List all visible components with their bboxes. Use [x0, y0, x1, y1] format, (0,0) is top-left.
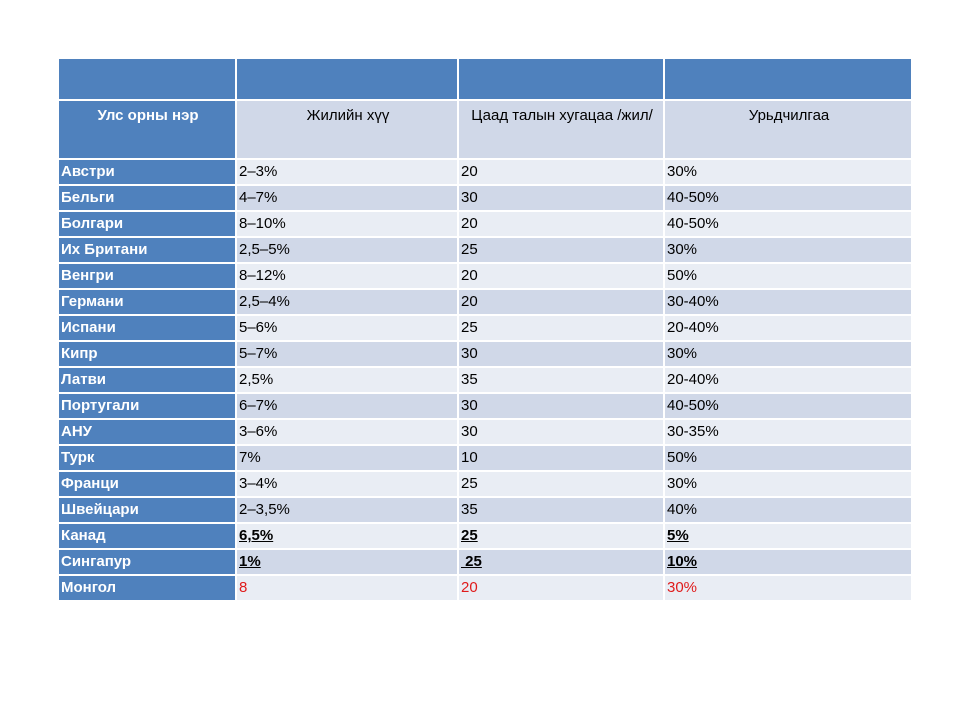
- interest-rate-cell: 3–4%: [236, 471, 458, 497]
- interest-rate-cell: 6–7%: [236, 393, 458, 419]
- table-top-band: [58, 58, 912, 100]
- down-payment-cell: 50%: [664, 445, 912, 471]
- country-cell: Латви: [58, 367, 236, 393]
- table-row: [58, 523, 912, 549]
- interest-rate-cell: 2,5–4%: [236, 289, 458, 315]
- down-payment-cell: [664, 575, 912, 601]
- table-row: [58, 263, 912, 289]
- interest-rate-cell: 5–6%: [236, 315, 458, 341]
- blank-header-cell: [236, 58, 458, 100]
- table-row: [58, 315, 912, 341]
- down-payment-cell: 30%: [664, 471, 912, 497]
- term-years-cell: 30: [458, 419, 664, 445]
- blank-header-cell: [58, 58, 236, 100]
- table-row: [58, 419, 912, 445]
- term-years-cell: 20: [458, 289, 664, 315]
- term-years-cell: 35: [458, 497, 664, 523]
- down-payment-cell: [664, 523, 912, 549]
- table-row: [58, 341, 912, 367]
- country-cell: АНУ: [58, 419, 236, 445]
- term-years-cell: 30: [458, 341, 664, 367]
- header-interest-rate: Жилийн хүү: [236, 100, 458, 159]
- mortgage-comparison-table: [57, 57, 913, 602]
- down-payment-cell: 20-40%: [664, 367, 912, 393]
- country-cell: Венгри: [58, 263, 236, 289]
- term-years-cell: [458, 549, 664, 575]
- table-body: [58, 159, 912, 601]
- interest-rate-cell: [236, 523, 458, 549]
- down-payment-cell: 40%: [664, 497, 912, 523]
- interest-rate-cell: 2,5%: [236, 367, 458, 393]
- interest-rate-cell: 4–7%: [236, 185, 458, 211]
- interest-rate-cell-text: 6,5%: [239, 527, 274, 544]
- interest-rate-cell: 7%: [236, 445, 458, 471]
- interest-rate-cell: [236, 549, 458, 575]
- term-years-cell: 10: [458, 445, 664, 471]
- down-payment-cell: 30%: [664, 159, 912, 185]
- term-years-cell: 25: [458, 471, 664, 497]
- term-years-cell-text: 20: [461, 579, 478, 596]
- term-years-cell: 20: [458, 159, 664, 185]
- table-row: [58, 237, 912, 263]
- interest-rate-cell: 2–3%: [236, 159, 458, 185]
- term-years-cell: [458, 523, 664, 549]
- table-row: [58, 575, 912, 601]
- term-years-cell: 25: [458, 237, 664, 263]
- interest-rate-cell-text: 1%: [239, 553, 261, 570]
- interest-rate-cell: 3–6%: [236, 419, 458, 445]
- blank-header-cell: [458, 58, 664, 100]
- term-years-cell-text: 25: [461, 553, 482, 570]
- country-cell: Бельги: [58, 185, 236, 211]
- country-cell: Сингапур: [58, 549, 236, 575]
- down-payment-cell: 40-50%: [664, 185, 912, 211]
- header-max-term: Цаад талын хугацаа /жил/: [458, 100, 664, 159]
- table-row: [58, 549, 912, 575]
- table-row: [58, 185, 912, 211]
- table-row: [58, 289, 912, 315]
- header-down-payment: Урьдчилгаа: [664, 100, 912, 159]
- down-payment-cell: 40-50%: [664, 393, 912, 419]
- down-payment-cell: 40-50%: [664, 211, 912, 237]
- interest-rate-cell: 5–7%: [236, 341, 458, 367]
- country-cell: Франци: [58, 471, 236, 497]
- term-years-cell: 20: [458, 211, 664, 237]
- country-cell: Швейцари: [58, 497, 236, 523]
- term-years-cell: 30: [458, 393, 664, 419]
- interest-rate-cell: [236, 575, 458, 601]
- country-cell: Германи: [58, 289, 236, 315]
- table-row: [58, 445, 912, 471]
- country-cell: Болгари: [58, 211, 236, 237]
- term-years-cell: 25: [458, 315, 664, 341]
- interest-rate-cell: 2,5–5%: [236, 237, 458, 263]
- down-payment-cell: 30-35%: [664, 419, 912, 445]
- interest-rate-cell: 8–12%: [236, 263, 458, 289]
- country-cell: Испани: [58, 315, 236, 341]
- down-payment-cell-text: 10%: [667, 553, 698, 570]
- term-years-cell: 30: [458, 185, 664, 211]
- interest-rate-cell: 2–3,5%: [236, 497, 458, 523]
- down-payment-cell: 30-40%: [664, 289, 912, 315]
- header-country: Улс орны нэр: [58, 100, 236, 159]
- down-payment-cell-text: 30%: [667, 579, 698, 596]
- term-years-cell-text: 25: [461, 527, 478, 544]
- country-cell: Кипр: [58, 341, 236, 367]
- country-cell: Монгол: [58, 575, 236, 601]
- table-row: [58, 497, 912, 523]
- table-header-row: [58, 100, 912, 159]
- table-row: [58, 367, 912, 393]
- down-payment-cell-text: 5%: [667, 527, 689, 544]
- term-years-cell: 35: [458, 367, 664, 393]
- country-cell: Их Британи: [58, 237, 236, 263]
- table-row: [58, 393, 912, 419]
- down-payment-cell: 50%: [664, 263, 912, 289]
- country-cell: Австри: [58, 159, 236, 185]
- interest-rate-cell: 8–10%: [236, 211, 458, 237]
- term-years-cell: [458, 575, 664, 601]
- down-payment-cell: 20-40%: [664, 315, 912, 341]
- term-years-cell: 20: [458, 263, 664, 289]
- down-payment-cell: [664, 549, 912, 575]
- blank-header-cell: [664, 58, 912, 100]
- down-payment-cell: 30%: [664, 341, 912, 367]
- table-row: [58, 159, 912, 185]
- country-cell: Канад: [58, 523, 236, 549]
- table-row: [58, 211, 912, 237]
- interest-rate-cell-text: 8: [239, 579, 248, 596]
- down-payment-cell: 30%: [664, 237, 912, 263]
- country-cell: Турк: [58, 445, 236, 471]
- country-cell: Португали: [58, 393, 236, 419]
- table-row: [58, 471, 912, 497]
